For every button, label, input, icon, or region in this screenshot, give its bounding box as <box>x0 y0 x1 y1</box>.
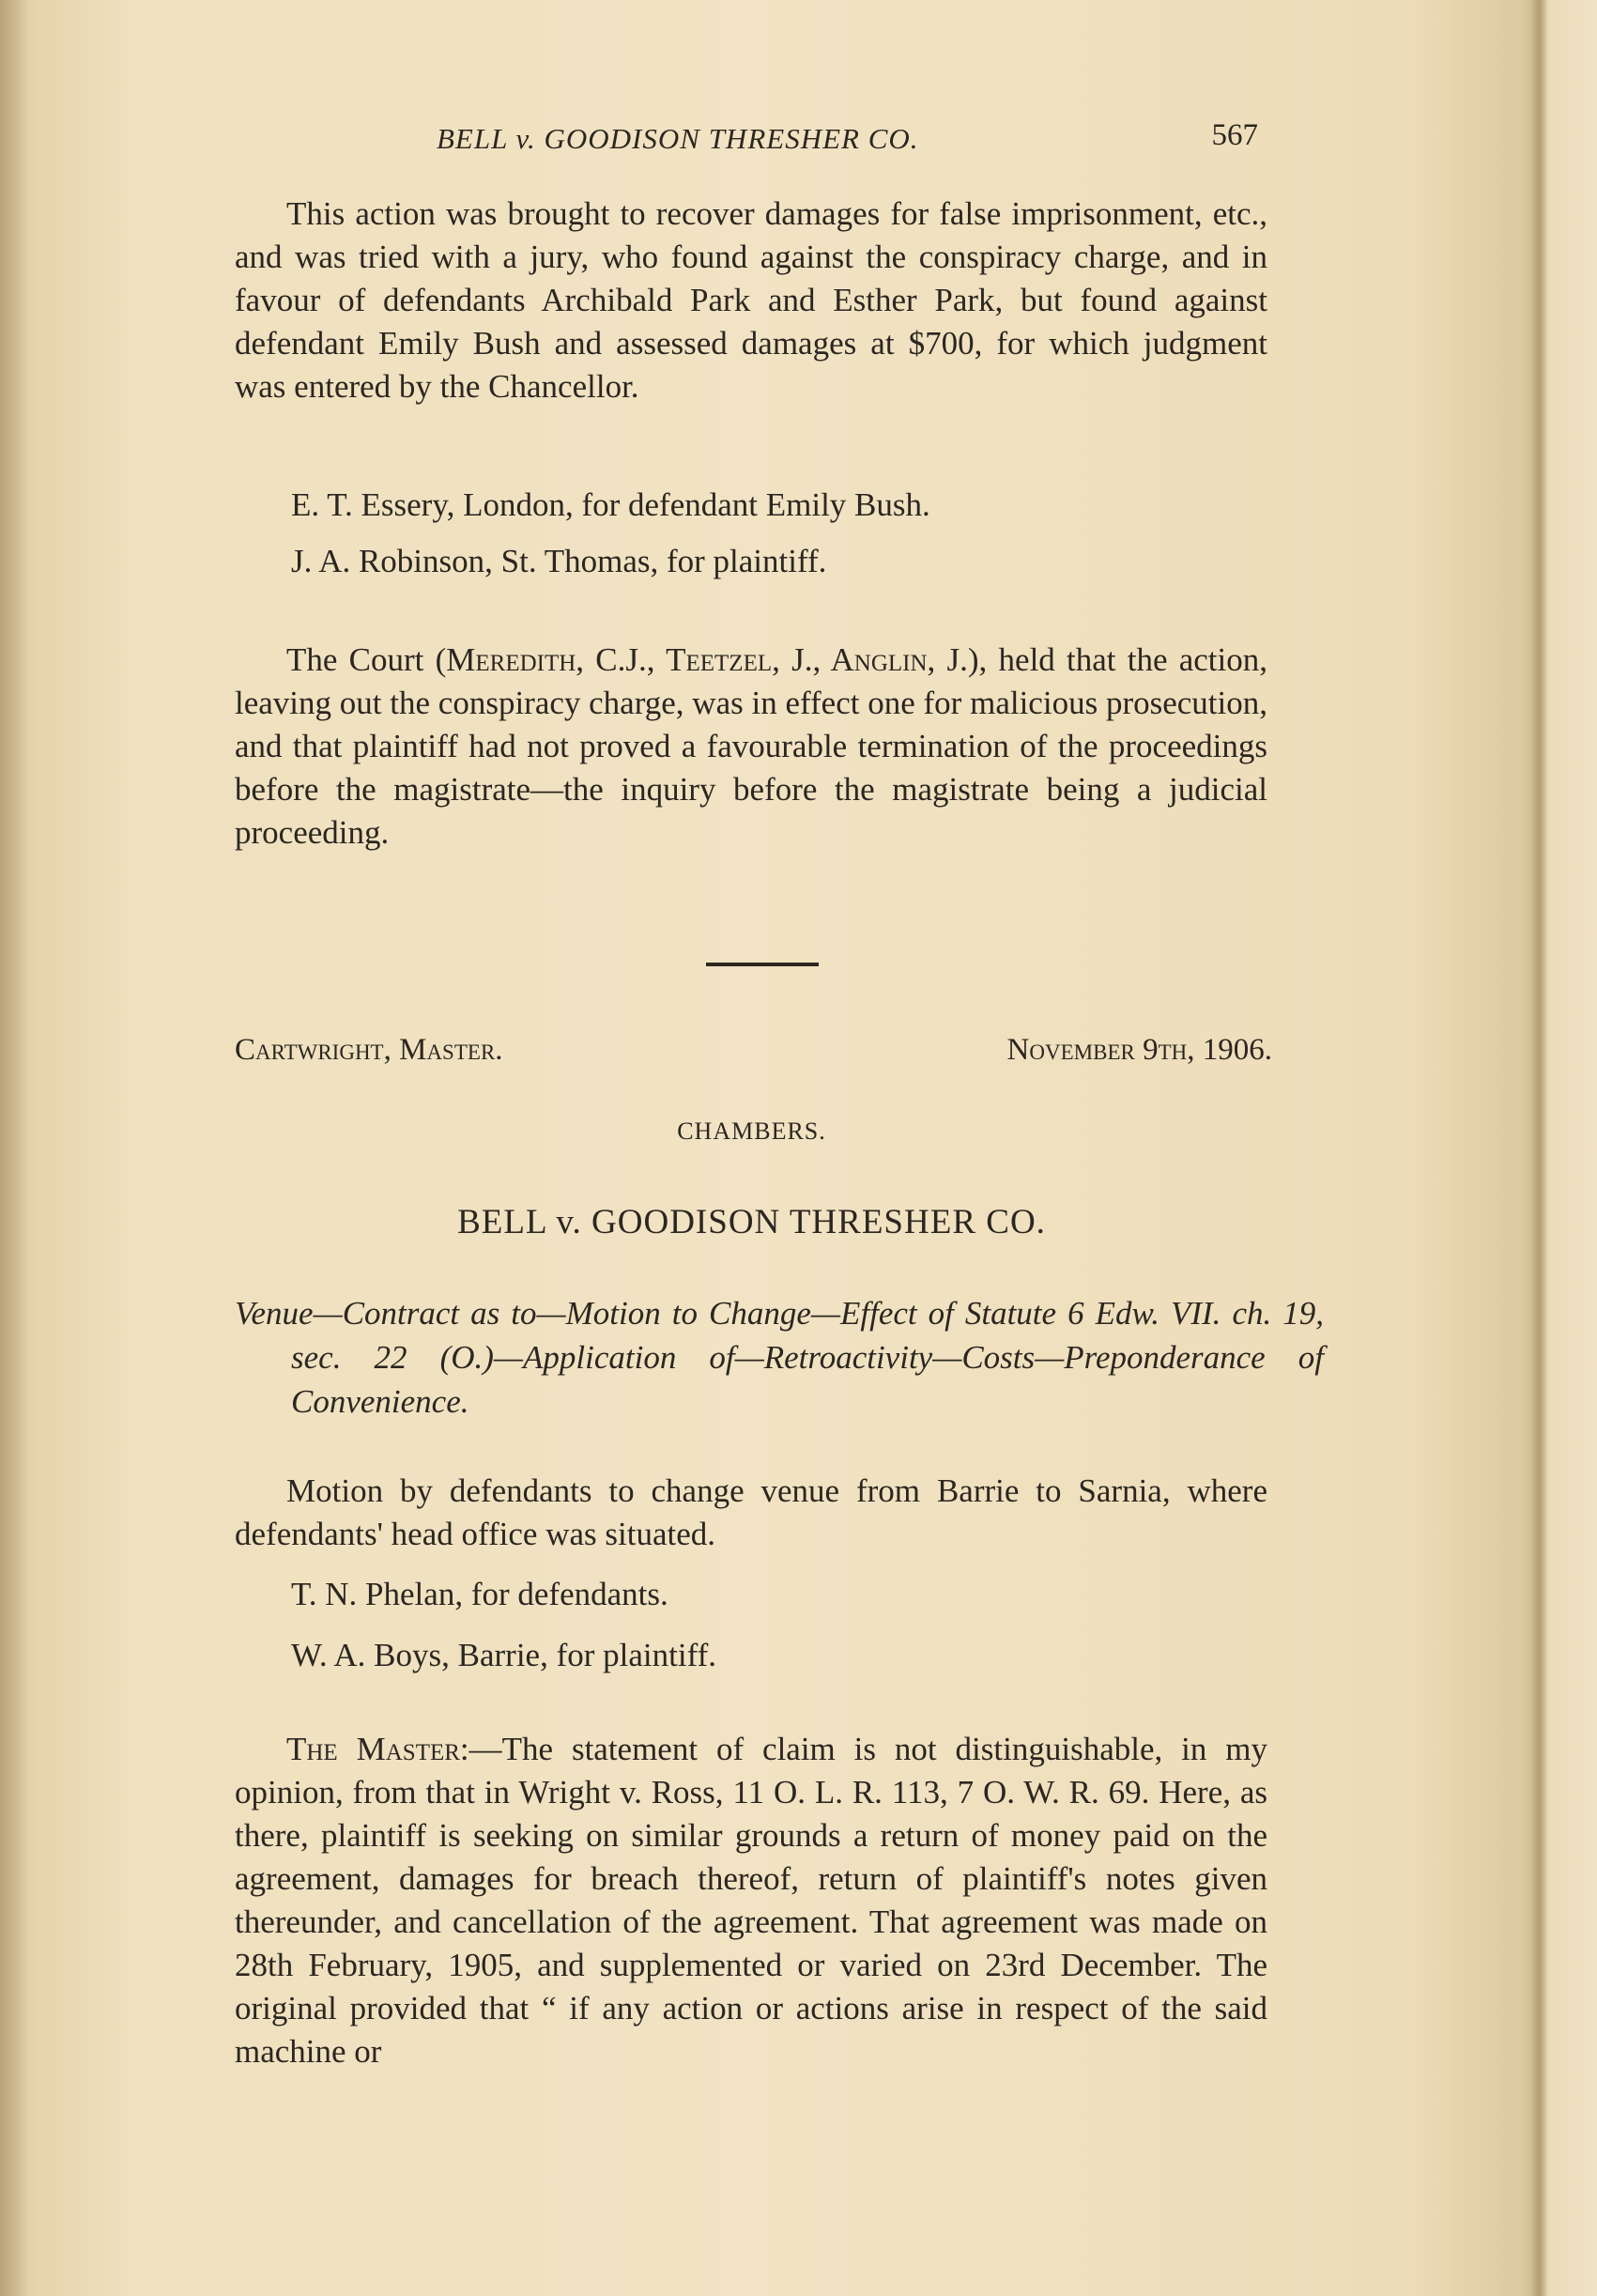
page-number: 567 <box>1211 118 1258 152</box>
decision-date: November 9th, 1906. <box>1006 1033 1272 1067</box>
court-prefix: The Court ( <box>286 641 447 678</box>
headnote: Venue—Contract as to—Motion to Change—Effect of Statute 6 Edw. VII. ch. 19, sec. 22 (O.)—Application of—Retroactivity—Costs—Preponderance of Convenience. <box>235 1295 1324 1420</box>
motion-paragraph: Motion by defendants to change venue from Barrie to Sarnia, where defendants' head office was situated. <box>235 1472 1267 1552</box>
cause-line <box>235 1028 1272 1071</box>
master-label: The Master <box>286 1731 460 1767</box>
counsel-defendants: T. N. Phelan, for defendants. <box>291 1576 668 1612</box>
court-holding-paragraph <box>235 639 1267 855</box>
page-edge-fold <box>1530 0 1547 2296</box>
court-division: CHAMBERS. <box>677 1117 826 1145</box>
case-title: BELL v. GOODISON THRESHER CO. <box>457 1203 1046 1241</box>
binding-shadow <box>0 0 28 2296</box>
judgment-text: :—The statement of claim is not distinguishable, in my opinion, from that in Wright v. Ross, 11 O. L. R. 113, 7 O. W. R. 69. Here, as there, plaintiff is seeking on similar grounds a return of money paid on the agreement, damages for breach thereof, return of plaintiff's notes given thereunder, and cancellation of the agreement. That agreement was made on 28th February, 1905, and supplemented or varied on 23rd December. The original provided that “ if any action or actions arise in respect of the said machine or <box>235 1731 1267 2070</box>
prior-counsel-plaintiff: J. A. Robinson, St. Thomas, for plaintiff. <box>291 543 827 579</box>
judgment-paragraph <box>235 1728 1267 2073</box>
section-divider <box>706 963 819 966</box>
counsel-plaintiff: W. A. Boys, Barrie, for plaintiff. <box>291 1637 717 1673</box>
presiding-judge: Cartwright, Master. <box>235 1033 503 1067</box>
running-head: BELL v. GOODISON THRESHER CO. <box>437 122 919 155</box>
court-judges: Meredith, C.J., Teetzel, J., Anglin, J. <box>446 641 968 678</box>
prior-case-paragraph: This action was brought to recover damages for false imprisonment, etc., and was tried with a jury, who found against the conspiracy charge, and in favour of defendants Archibald Park and Esther Park, but found against defendant Emily Bush and assessed damages at $700, for which judgment was entered by the Chancellor. <box>235 195 1267 405</box>
page-header <box>235 118 1258 160</box>
court-holding: ), held that the action, leaving out the conspiracy charge, was in effect one for malicious prosecution, and that plaintiff had not proved a favourable termination of the proceedings before the magistrate—the inquiry before the magistrate being a judicial proceeding. <box>235 641 1268 851</box>
prior-counsel-defendant: E. T. Essery, London, for defendant Emily Bush. <box>291 486 930 523</box>
